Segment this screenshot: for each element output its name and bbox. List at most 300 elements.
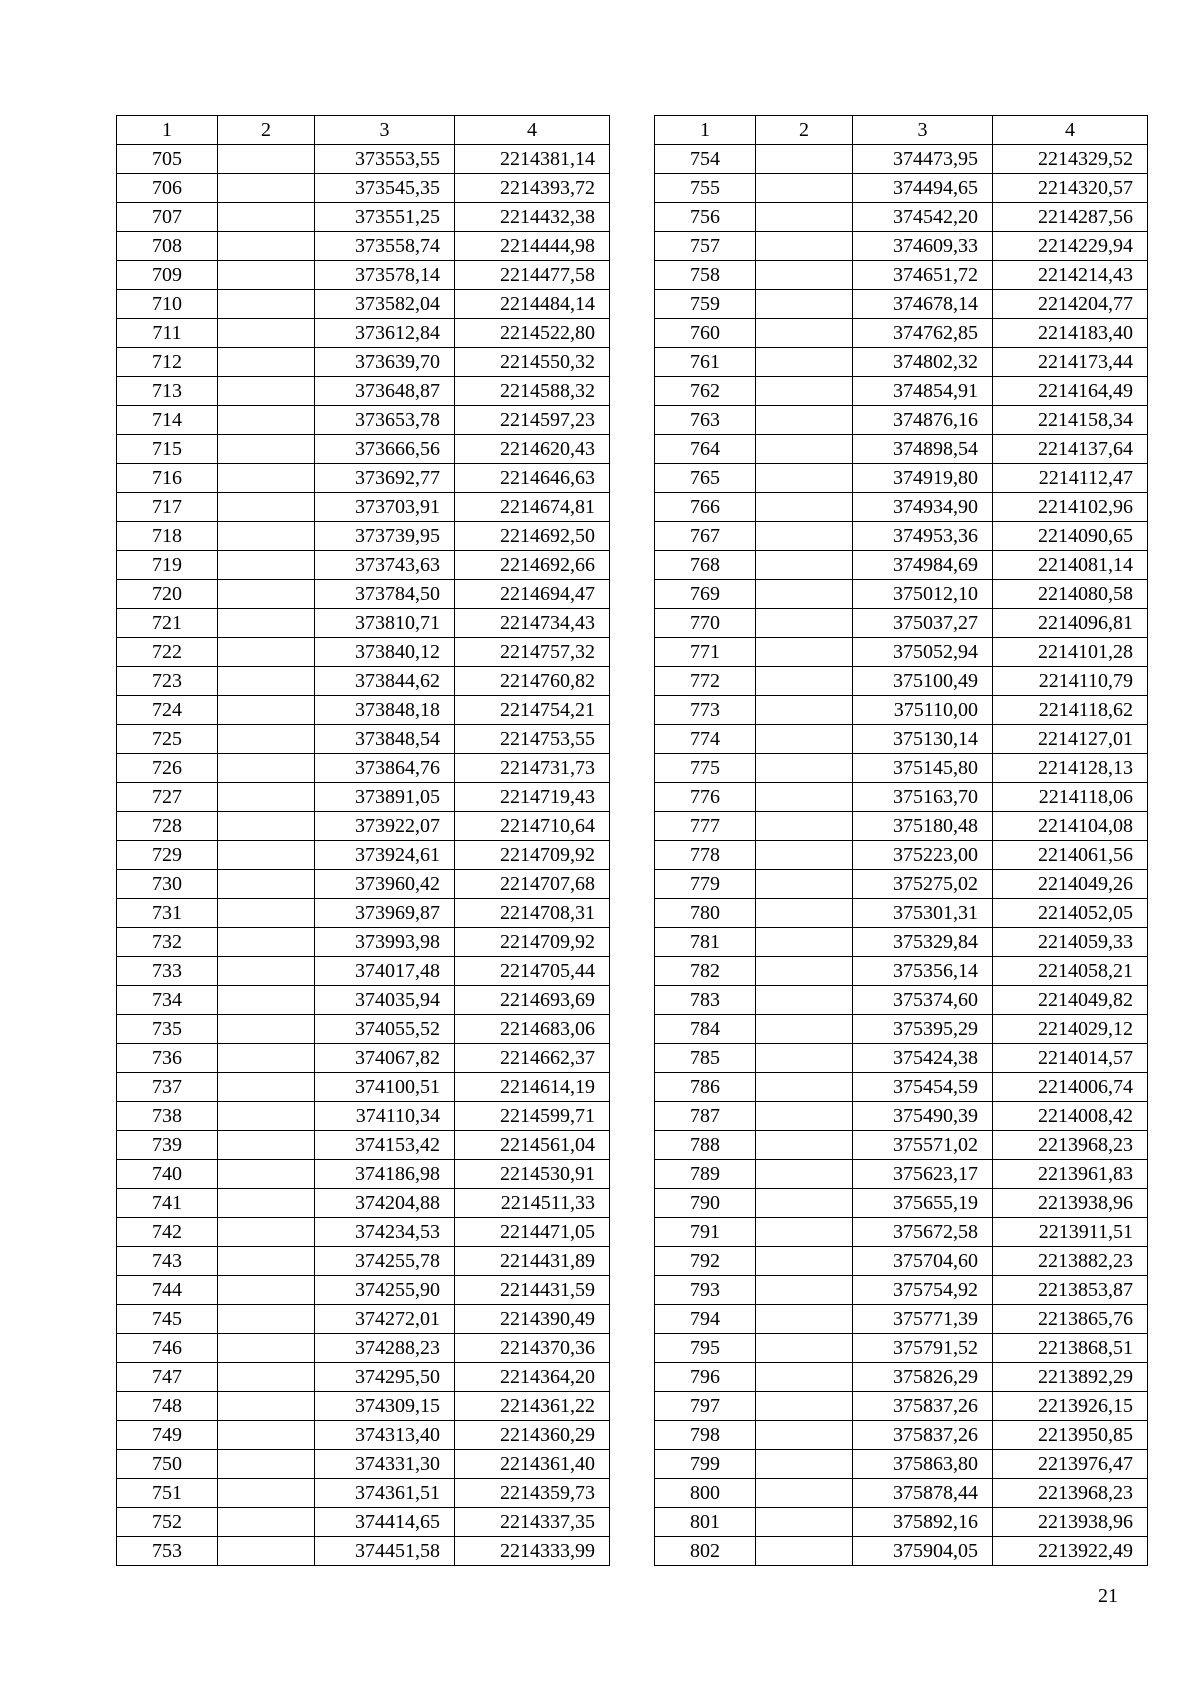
table-cell: 374651,72: [853, 261, 993, 290]
table-cell: 718: [117, 522, 218, 551]
table-cell: 375037,27: [853, 609, 993, 638]
table-cell: 733: [117, 957, 218, 986]
table-row: [117, 986, 610, 1015]
table-cell: 2214361,22: [455, 1392, 610, 1421]
table-cell: 734: [117, 986, 218, 1015]
table-cell: 710: [117, 290, 218, 319]
table-row: [117, 1102, 610, 1131]
table-cell: 2213938,96: [993, 1508, 1148, 1537]
table-cell: 732: [117, 928, 218, 957]
table-cell: 794: [655, 1305, 756, 1334]
table-cell: [756, 812, 853, 841]
table-cell: 2214329,52: [993, 145, 1148, 174]
table-cell: [756, 725, 853, 754]
table-cell: 374494,65: [853, 174, 993, 203]
table-row: [117, 638, 610, 667]
coordinates-table-left: [116, 115, 610, 1566]
table-cell: 373545,35: [315, 174, 455, 203]
table-cell: 2214511,33: [455, 1189, 610, 1218]
table-cell: 726: [117, 754, 218, 783]
table-cell: 2214588,32: [455, 377, 610, 406]
table-row: [655, 1073, 1148, 1102]
table-cell: [756, 406, 853, 435]
table-cell: 735: [117, 1015, 218, 1044]
table-cell: 2213868,51: [993, 1334, 1148, 1363]
table-row: [655, 783, 1148, 812]
table-cell: 2214431,59: [455, 1276, 610, 1305]
table-cell: 375791,52: [853, 1334, 993, 1363]
table-cell: 2214137,64: [993, 435, 1148, 464]
table-cell: 374802,32: [853, 348, 993, 377]
table-cell: 750: [117, 1450, 218, 1479]
table-cell: [218, 319, 315, 348]
table-cell: 744: [117, 1276, 218, 1305]
table-cell: 2214692,50: [455, 522, 610, 551]
table-cell: 373692,77: [315, 464, 455, 493]
table-cell: 2214049,26: [993, 870, 1148, 899]
table-cell: [218, 609, 315, 638]
table-cell: 375110,00: [853, 696, 993, 725]
table-cell: [218, 1305, 315, 1334]
table-cell: 789: [655, 1160, 756, 1189]
table-row: [117, 1305, 610, 1334]
table-row: [117, 580, 610, 609]
table-cell: 373924,61: [315, 841, 455, 870]
table-cell: 374288,23: [315, 1334, 455, 1363]
table-cell: 779: [655, 870, 756, 899]
table-cell: [218, 696, 315, 725]
table-cell: [756, 290, 853, 319]
table-cell: [756, 1247, 853, 1276]
table-row: [655, 1276, 1148, 1305]
table-row: [117, 261, 610, 290]
table-cell: 770: [655, 609, 756, 638]
table-cell: [756, 348, 853, 377]
table-cell: 2214080,58: [993, 580, 1148, 609]
table-cell: 2214214,43: [993, 261, 1148, 290]
table-row: [117, 377, 610, 406]
table-cell: 2214359,73: [455, 1479, 610, 1508]
table-cell: 2214337,35: [455, 1508, 610, 1537]
table-cell: [756, 1102, 853, 1131]
table-cell: 2214471,05: [455, 1218, 610, 1247]
table-cell: 764: [655, 435, 756, 464]
table-row: [117, 783, 610, 812]
table-cell: 2214360,29: [455, 1421, 610, 1450]
table-row: [117, 1508, 610, 1537]
table-cell: 375100,49: [853, 667, 993, 696]
table-row: [117, 1044, 610, 1073]
table-cell: [218, 928, 315, 957]
table-cell: 374414,65: [315, 1508, 455, 1537]
table-cell: 752: [117, 1508, 218, 1537]
table-cell: [218, 348, 315, 377]
table-row: [655, 1508, 1148, 1537]
table-cell: 2214683,06: [455, 1015, 610, 1044]
table-row: [655, 290, 1148, 319]
table-row: [117, 1450, 610, 1479]
table-cell: 715: [117, 435, 218, 464]
header-row: [117, 116, 610, 145]
table-cell: 373612,84: [315, 319, 455, 348]
table-cell: 374186,98: [315, 1160, 455, 1189]
table-cell: [756, 1160, 853, 1189]
table-cell: 763: [655, 406, 756, 435]
table-cell: 2214390,49: [455, 1305, 610, 1334]
table-row: [117, 174, 610, 203]
table-cell: [218, 1160, 315, 1189]
table-cell: [218, 1537, 315, 1566]
table-row: [655, 841, 1148, 870]
table-row: [117, 1334, 610, 1363]
table-cell: 2213853,87: [993, 1276, 1148, 1305]
table-cell: 730: [117, 870, 218, 899]
table-cell: [756, 1508, 853, 1537]
table-row: [117, 725, 610, 754]
table-cell: [756, 319, 853, 348]
table-cell: 723: [117, 667, 218, 696]
table-cell: 373666,56: [315, 435, 455, 464]
table-cell: [756, 1450, 853, 1479]
table-cell: 708: [117, 232, 218, 261]
table-cell: 373553,55: [315, 145, 455, 174]
table-cell: 374934,90: [853, 493, 993, 522]
table-row: [655, 870, 1148, 899]
table-cell: 736: [117, 1044, 218, 1073]
table-cell: 785: [655, 1044, 756, 1073]
table-cell: [756, 783, 853, 812]
table-cell: 375892,16: [853, 1508, 993, 1537]
column-header-2: 2: [218, 116, 315, 145]
table-cell: 374313,40: [315, 1421, 455, 1450]
table-cell: 754: [655, 145, 756, 174]
table-cell: 374067,82: [315, 1044, 455, 1073]
table-cell: 728: [117, 812, 218, 841]
table-row: [117, 493, 610, 522]
table-cell: 2214620,43: [455, 435, 610, 464]
table-cell: 2213922,49: [993, 1537, 1148, 1566]
table-cell: [756, 377, 853, 406]
table-cell: 2214118,62: [993, 696, 1148, 725]
table-cell: [756, 609, 853, 638]
table-cell: 783: [655, 986, 756, 1015]
table-row: [117, 290, 610, 319]
table-cell: 373784,50: [315, 580, 455, 609]
table-cell: 373551,25: [315, 203, 455, 232]
table-cell: 2214708,31: [455, 899, 610, 928]
table-cell: [218, 1421, 315, 1450]
table-cell: [756, 928, 853, 957]
table-cell: 755: [655, 174, 756, 203]
table-cell: 2214333,99: [455, 1537, 610, 1566]
table-cell: 2213961,83: [993, 1160, 1148, 1189]
table-row: [655, 1479, 1148, 1508]
table-cell: 2214393,72: [455, 174, 610, 203]
table-cell: 2213865,76: [993, 1305, 1148, 1334]
table-row: [117, 928, 610, 957]
table-cell: 375223,00: [853, 841, 993, 870]
table-cell: 2214709,92: [455, 928, 610, 957]
table-cell: 729: [117, 841, 218, 870]
table-cell: 2214158,34: [993, 406, 1148, 435]
table-cell: [756, 464, 853, 493]
table-cell: 373844,62: [315, 667, 455, 696]
table-cell: 373739,95: [315, 522, 455, 551]
table-cell: 788: [655, 1131, 756, 1160]
table-cell: 713: [117, 377, 218, 406]
column-header-1: 1: [117, 116, 218, 145]
table-cell: 793: [655, 1276, 756, 1305]
table-cell: [218, 754, 315, 783]
table-cell: 374055,52: [315, 1015, 455, 1044]
table-row: [117, 1247, 610, 1276]
table-cell: 375771,39: [853, 1305, 993, 1334]
table-cell: [756, 522, 853, 551]
table-cell: 2214522,80: [455, 319, 610, 348]
table-cell: [756, 493, 853, 522]
column-header-4: 4: [993, 116, 1148, 145]
table-cell: [218, 174, 315, 203]
table-cell: 373848,54: [315, 725, 455, 754]
table-row: [117, 203, 610, 232]
table-cell: 2214674,81: [455, 493, 610, 522]
table-cell: 375704,60: [853, 1247, 993, 1276]
table-row: [117, 551, 610, 580]
table-row: [655, 1189, 1148, 1218]
table-cell: [218, 377, 315, 406]
table-row: [655, 464, 1148, 493]
table-cell: 760: [655, 319, 756, 348]
table-cell: 707: [117, 203, 218, 232]
table-cell: 374542,20: [853, 203, 993, 232]
table-cell: [756, 1392, 853, 1421]
table-cell: 727: [117, 783, 218, 812]
table-row: [655, 754, 1148, 783]
table-cell: [218, 841, 315, 870]
table-cell: 2214754,21: [455, 696, 610, 725]
table-cell: 2214090,65: [993, 522, 1148, 551]
table-cell: 2214049,82: [993, 986, 1148, 1015]
table-cell: 373891,05: [315, 783, 455, 812]
table-cell: 375329,84: [853, 928, 993, 957]
table-cell: [756, 754, 853, 783]
table-cell: [756, 957, 853, 986]
table-cell: [218, 1276, 315, 1305]
table-cell: 798: [655, 1421, 756, 1450]
table-row: [117, 841, 610, 870]
table-cell: [218, 1102, 315, 1131]
table-cell: 714: [117, 406, 218, 435]
table-cell: 375180,48: [853, 812, 993, 841]
table-cell: [756, 1276, 853, 1305]
table-cell: [218, 1479, 315, 1508]
table-row: [655, 203, 1148, 232]
table-cell: 373582,04: [315, 290, 455, 319]
header-row: [655, 116, 1148, 145]
table-cell: 373864,76: [315, 754, 455, 783]
table-row: [655, 696, 1148, 725]
table-cell: 375571,02: [853, 1131, 993, 1160]
table-cell: [218, 1334, 315, 1363]
table-row: [655, 1334, 1148, 1363]
table-cell: 2214014,57: [993, 1044, 1148, 1073]
table-cell: 768: [655, 551, 756, 580]
table-cell: [218, 957, 315, 986]
table-row: [655, 232, 1148, 261]
table-cell: 737: [117, 1073, 218, 1102]
table-cell: 2214029,12: [993, 1015, 1148, 1044]
table-cell: [756, 261, 853, 290]
table-cell: [218, 464, 315, 493]
table-cell: 374361,51: [315, 1479, 455, 1508]
table-cell: [218, 232, 315, 261]
table-row: [655, 899, 1148, 928]
table-cell: 375163,70: [853, 783, 993, 812]
table-cell: 719: [117, 551, 218, 580]
table-cell: 748: [117, 1392, 218, 1421]
table-cell: 709: [117, 261, 218, 290]
table-cell: 2214710,64: [455, 812, 610, 841]
table-cell: [218, 667, 315, 696]
table-row: [655, 1537, 1148, 1566]
table-cell: 795: [655, 1334, 756, 1363]
table-row: [655, 928, 1148, 957]
table-row: [655, 1450, 1148, 1479]
table-cell: 706: [117, 174, 218, 203]
table-cell: 757: [655, 232, 756, 261]
table-cell: [756, 145, 853, 174]
table-cell: 2214173,44: [993, 348, 1148, 377]
table-cell: 767: [655, 522, 756, 551]
table-row: [655, 174, 1148, 203]
table-cell: 716: [117, 464, 218, 493]
table-cell: 784: [655, 1015, 756, 1044]
table-cell: 792: [655, 1247, 756, 1276]
table-row: [117, 1421, 610, 1450]
table-cell: 2214705,44: [455, 957, 610, 986]
table-cell: 374919,80: [853, 464, 993, 493]
table-cell: 2214164,49: [993, 377, 1148, 406]
table-cell: [756, 1479, 853, 1508]
table-cell: 778: [655, 841, 756, 870]
table-cell: [218, 1044, 315, 1073]
table-cell: [756, 1044, 853, 1073]
table-row: [655, 1218, 1148, 1247]
table-cell: 2214081,14: [993, 551, 1148, 580]
table-cell: [218, 1131, 315, 1160]
table-cell: 375826,29: [853, 1363, 993, 1392]
table-cell: 374204,88: [315, 1189, 455, 1218]
table-cell: 2214484,14: [455, 290, 610, 319]
table-cell: [756, 1218, 853, 1247]
table-cell: [218, 1392, 315, 1421]
table-cell: [218, 1450, 315, 1479]
table-cell: 375672,58: [853, 1218, 993, 1247]
table-cell: 374017,48: [315, 957, 455, 986]
table-cell: 2214058,21: [993, 957, 1148, 986]
table-cell: 375145,80: [853, 754, 993, 783]
table-row: [117, 1015, 610, 1044]
table-cell: 745: [117, 1305, 218, 1334]
table-cell: [756, 667, 853, 696]
table-cell: 2214287,56: [993, 203, 1148, 232]
table-cell: 742: [117, 1218, 218, 1247]
table-cell: 2214477,58: [455, 261, 610, 290]
table-cell: [756, 435, 853, 464]
table-row: [117, 667, 610, 696]
table-cell: 375490,39: [853, 1102, 993, 1131]
table-cell: [756, 986, 853, 1015]
table-cell: 374255,78: [315, 1247, 455, 1276]
table-row: [117, 812, 610, 841]
table-cell: 2214561,04: [455, 1131, 610, 1160]
table-row: [117, 1276, 610, 1305]
table-cell: 722: [117, 638, 218, 667]
table-cell: 374762,85: [853, 319, 993, 348]
table-cell: 375904,05: [853, 1537, 993, 1566]
table-cell: 753: [117, 1537, 218, 1566]
table-cell: 373578,14: [315, 261, 455, 290]
table-cell: 782: [655, 957, 756, 986]
table-cell: [756, 551, 853, 580]
table-row: [655, 1044, 1148, 1073]
table-cell: 797: [655, 1392, 756, 1421]
table-cell: 373969,87: [315, 899, 455, 928]
table-row: [117, 1392, 610, 1421]
table-cell: 751: [117, 1479, 218, 1508]
column-header-3: 3: [315, 116, 455, 145]
table-cell: [218, 1247, 315, 1276]
table-cell: 725: [117, 725, 218, 754]
table-cell: [218, 290, 315, 319]
table-cell: 2214104,08: [993, 812, 1148, 841]
table-cell: 374110,34: [315, 1102, 455, 1131]
table-cell: 2214646,63: [455, 464, 610, 493]
table-cell: 373840,12: [315, 638, 455, 667]
table-cell: 2214760,82: [455, 667, 610, 696]
table-cell: 801: [655, 1508, 756, 1537]
table-cell: 771: [655, 638, 756, 667]
table-cell: 731: [117, 899, 218, 928]
table-row: [117, 145, 610, 174]
table-cell: [756, 1421, 853, 1450]
table-row: [655, 1392, 1148, 1421]
table-cell: 374451,58: [315, 1537, 455, 1566]
table-row: [655, 406, 1148, 435]
table-cell: 2214320,57: [993, 174, 1148, 203]
table-cell: 375356,14: [853, 957, 993, 986]
table-cell: [756, 870, 853, 899]
table-cell: 374898,54: [853, 435, 993, 464]
table-cell: 373848,18: [315, 696, 455, 725]
table-row: [655, 493, 1148, 522]
table-cell: 2214128,13: [993, 754, 1148, 783]
column-header-1: 1: [655, 116, 756, 145]
table-cell: [218, 1015, 315, 1044]
table-cell: 2213892,29: [993, 1363, 1148, 1392]
table-row: [117, 609, 610, 638]
table-row: [655, 812, 1148, 841]
table-row: [117, 696, 610, 725]
table-cell: [218, 406, 315, 435]
table-row: [655, 522, 1148, 551]
table-cell: [756, 1015, 853, 1044]
table-cell: 2214110,79: [993, 667, 1148, 696]
table-row: [655, 377, 1148, 406]
table-cell: 375374,60: [853, 986, 993, 1015]
table-cell: 374100,51: [315, 1073, 455, 1102]
table-row: [117, 522, 610, 551]
